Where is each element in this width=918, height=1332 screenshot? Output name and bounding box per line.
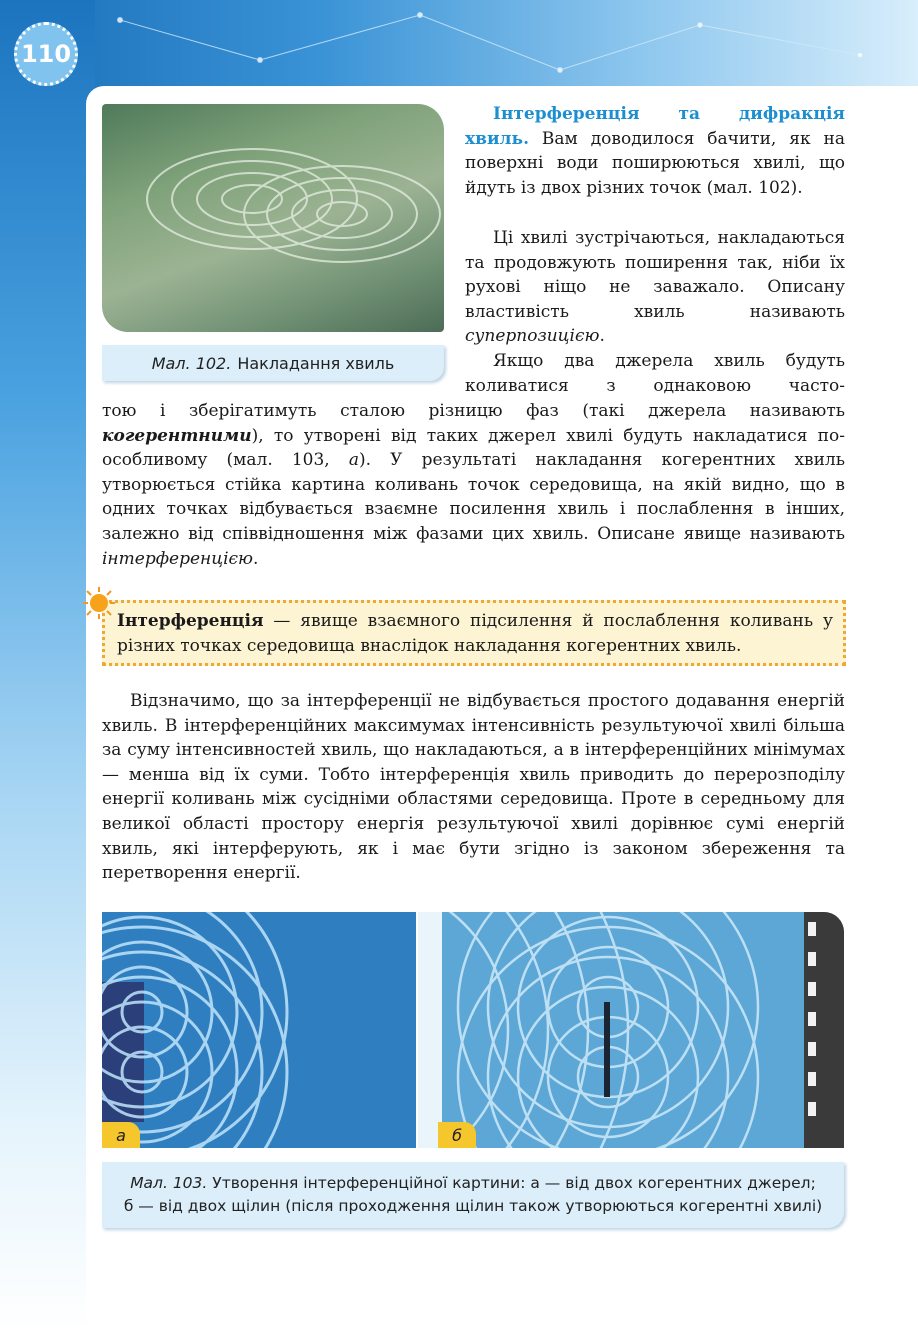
- section-heading: Інтерференція та дифракція хвиль.: [465, 104, 845, 149]
- page-number: 110: [14, 22, 78, 86]
- sun-icon: [82, 586, 116, 620]
- definition-box: [102, 600, 846, 666]
- intro-text: Вам доводилося бачити, як на поверхні води поширюються хвилі, що йдуть із двох різних точок (мал. 102).: [465, 128, 845, 198]
- label-a: а: [102, 1122, 140, 1148]
- caption-line-2: б — від двох щілин (після проходження щілин також утворюються когерентні хвилі): [123, 1197, 823, 1215]
- caption-line-1: Утворення інтерференційної картини: а — від двох когерентних джерел;: [212, 1174, 816, 1192]
- panel-b-two-slits: [418, 912, 844, 1148]
- text-segment: тою і зберігатимуть сталою різницю фаз (такі джерела називають: [102, 401, 845, 421]
- superposition-paragraph: [465, 226, 845, 349]
- text-segment: ), то утворені від таких джерел хвилі будуть накладатися по-особливому (мал. 103,: [102, 425, 845, 471]
- term-coherent: когерентними: [102, 425, 252, 446]
- energy-paragraph: [102, 689, 845, 886]
- constellation-decoration: [0, 0, 918, 95]
- interference-photos: [102, 912, 844, 1148]
- coherent-intro-text: Якщо два джерела хвиль будуть коливатися з однаковою часто-: [465, 351, 845, 396]
- side-background: [0, 0, 95, 1332]
- term-interference: інтерференцією: [102, 548, 253, 569]
- figure-102-caption: [102, 345, 444, 381]
- label-b: б: [438, 1122, 476, 1148]
- period: .: [253, 548, 259, 569]
- intro-paragraph: [465, 102, 845, 200]
- superposition-text: Ці хвилі зустрічаються, накладаються та продовжують поширення так, ніби їх рухові ніщо не заважало. Описану властивість хвиль називають: [465, 228, 845, 322]
- term-superposition: суперпозицією: [465, 326, 600, 347]
- coherent-paragraph: [102, 399, 845, 571]
- text-segment: ). У результаті накладання когерентних хвиль утворюється стійка картина коливань точок середовища, на якій видно, що в одних точках відбувається взаємне посилення хвиль і послаблення в інших, залежно від співвідношення між фазами цих хвиль. Описане явище називають: [102, 450, 845, 544]
- caption-label: Мал. 102.: [151, 353, 232, 373]
- figure-ref-a: а: [348, 450, 359, 471]
- definition-text: — явище взаємного підсилення й послаблення коливань у різних точках середовища внаслідок накладання когерентних хвиль.: [117, 611, 833, 656]
- caption-text: Накладання хвиль: [237, 353, 395, 373]
- coherent-intro: [465, 349, 845, 398]
- definition-term: Інтерференція: [117, 611, 264, 631]
- figure-103-caption: [102, 1162, 844, 1228]
- panel-a-two-sources: [102, 912, 416, 1148]
- energy-text: Відзначимо, що за інтерференції не відбувається простого додавання енергій хвиль. В інтерференційних максимумах інтенсивність результуючої хвилі більша за суму інтенсивностей хвиль, що накладаються, а в інтерференційних мінімумах — менша від їх суми. Тобто інтерференція хвиль приводить до перерозподілу енергії коливань між сусідніми областями середовища. Проте в середньому для великої області простору енергія результуючої хвилі дорівнює сумі енергій хвиль, які інтерферують, як і має бути згідно із законом збереження та перетворення енергії.: [102, 691, 845, 884]
- water-ripples-photo: [102, 104, 444, 332]
- period: .: [599, 326, 605, 347]
- caption-label: Мал. 103.: [130, 1174, 208, 1192]
